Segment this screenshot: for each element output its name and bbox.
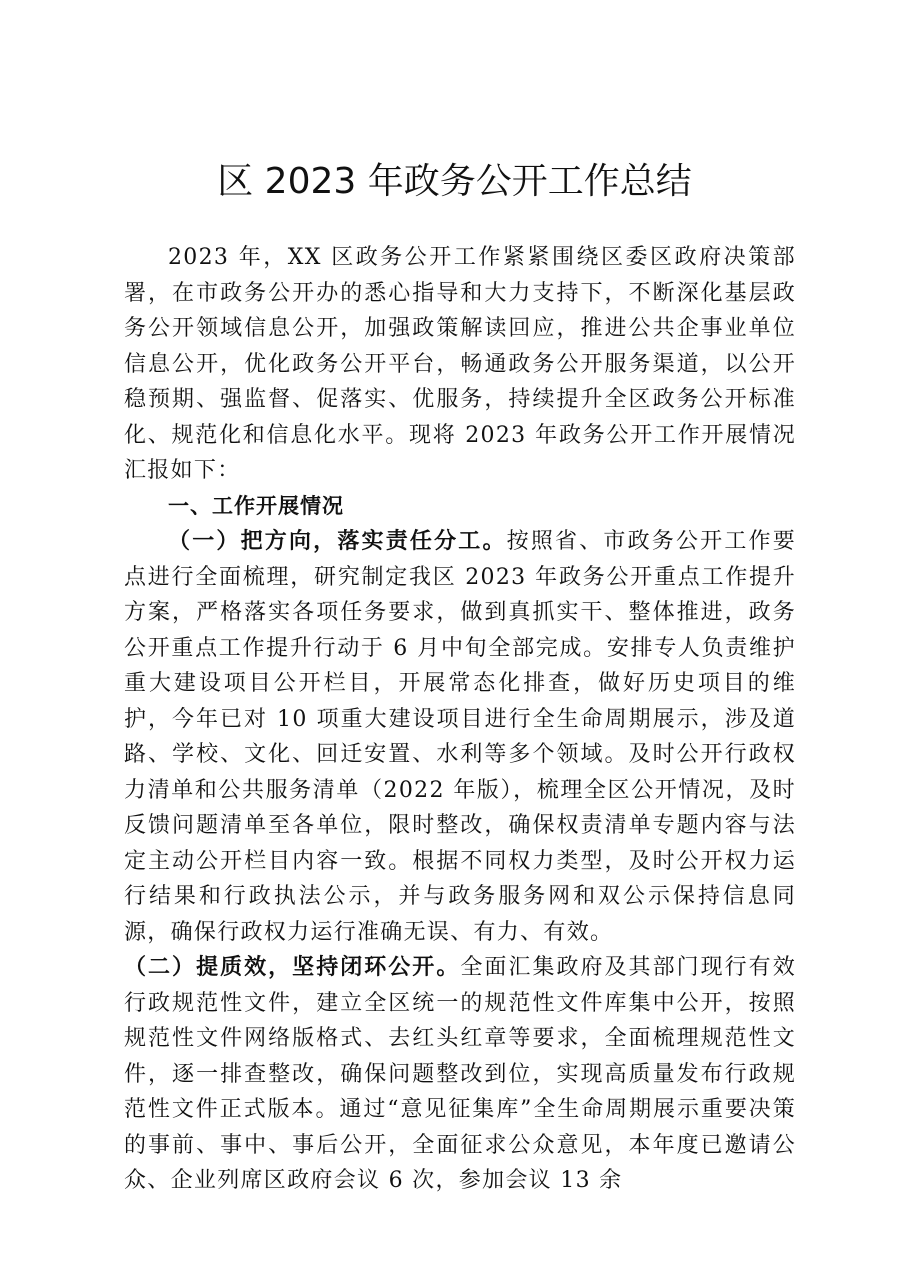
item1-body: 按照省、市政务公开工作要点进行全面梳理，研究制定我区 2023 年政务公开重点工作提升方案，严格落实各项任务要求，做到真抓实干、整体推进，政务公开重点工作提升行动于 6 月中旬全部完成。安排专人负责维护重大建设项目公开栏目，开展常态化排查，做好历史项目的维护，今年已对 10 项重大建设项目进行全生命周期展示，涉及道路、学校、文化、回迁安置、水利等多个领域。及时公开行政权力清单和公共服务清单（2022 年版），梳理全区公开情况，及时反馈问题清单至各单位，限时整改，确保权责清单专题内容与法定主动公开栏目内容一致。根据不同权力类型，及时公开权力运行结果和行政执法公示，并与政务服务网和双公示保持信息同源，确保行政权力运行准确无误、有力、有效。	[124, 529, 797, 945]
item1-paragraph	[124, 524, 796, 950]
item2-lead: （二）提质效，坚持闭环公开。	[124, 954, 461, 980]
document-title: 区 2023 年政务公开工作总结	[217, 161, 692, 202]
item2-paragraph	[124, 950, 796, 1199]
item2-body: 全面汇集政府及其部门现行有效行政规范性文件，建立全区统一的规范性文件库集中公开，按照规范性文件网络版格式、去红头红章等要求，全面梳理规范性文件，逐一排查整改，确保问题整改到位，实现高质量发布行政规范性文件正式版本。通过“意见征集库”全生命周期展示重要决策的事前、事中、事后公开，全面征求公众意见，本年度已邀请公众、企业列席区政府会议 6 次，参加会议 13 余	[124, 955, 797, 1193]
intro-paragraph: 2023 年，XX 区政务公开工作紧紧围绕区委区政府决策部署，在市政务公开办的悉心指导和大力支持下，不断深化基层政务公开领域信息公开，加强政策解读回应，推进公共企事业单位信息公开，优化政务公开平台，畅通政务公开服务渠道，以公开稳预期、强监督、促落实、优服务，持续提升全区政务公开标准化、规范化和信息化水平。现将 2023 年政务公开工作开展情况汇报如下：	[124, 245, 796, 483]
item1-lead: （一）把方向，落实责任分工。	[168, 528, 507, 554]
document-body	[124, 240, 796, 1199]
section-heading: 一、工作开展情况	[168, 493, 344, 518]
